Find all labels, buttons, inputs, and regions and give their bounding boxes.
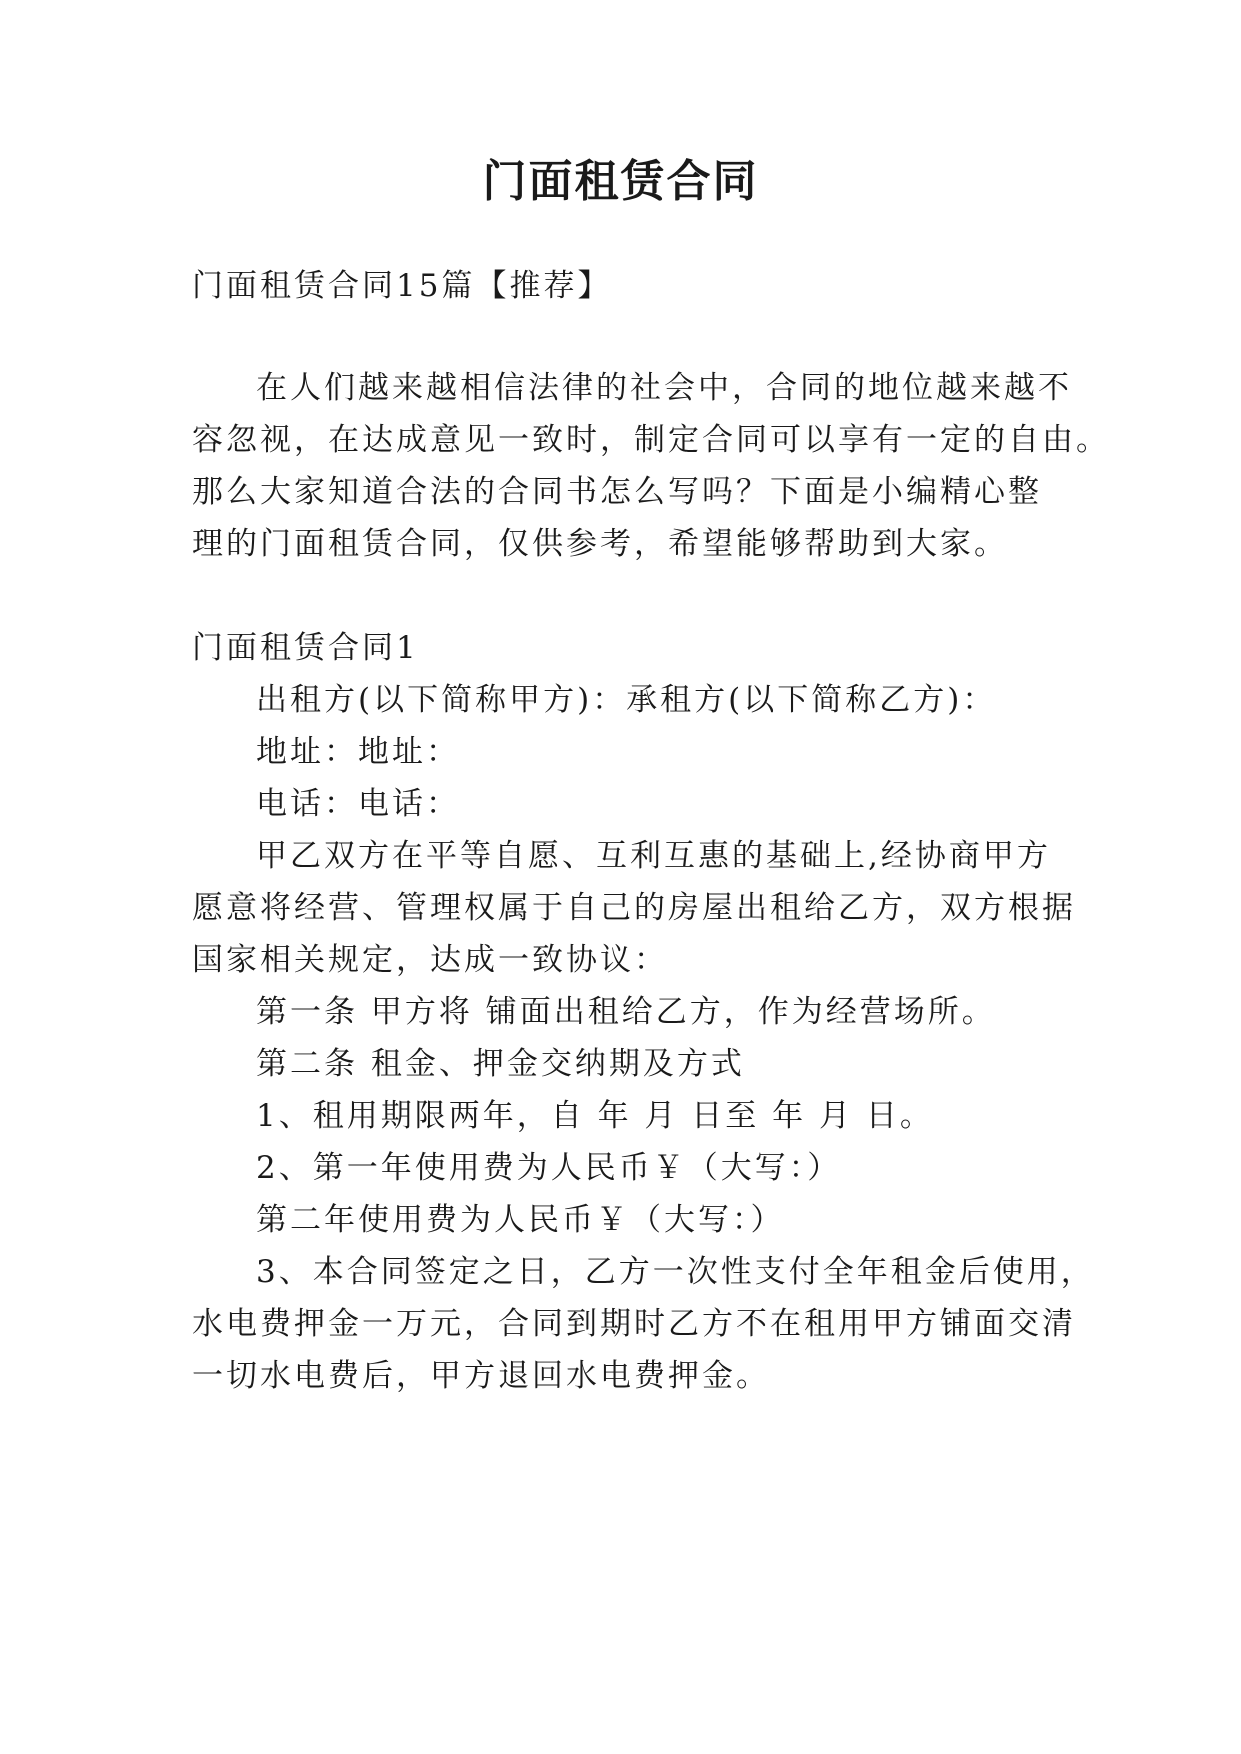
body-line: 3、本合同签定之日，乙方一次性支付全年租金后使用，	[256, 1254, 1095, 1290]
body-line: 甲乙双方在平等自愿、互利互惠的基础上,经协商甲方	[256, 838, 1051, 874]
body-line: 电话：电话：	[256, 786, 460, 822]
body-line: 国家相关规定，达成一致协议：	[192, 942, 668, 978]
body-line: 愿意将经营、管理权属于自己的房屋出租给乙方，双方根据	[192, 890, 1076, 926]
intro-line: 理的门面租赁合同，仅供参考，希望能够帮助到大家。	[192, 526, 1008, 562]
intro-line: 那么大家知道合法的合同书怎么写吗？下面是小编精心整	[192, 474, 1042, 510]
section-heading: 门面租赁合同1	[192, 630, 419, 666]
body-line: 水电费押金一万元，合同到期时乙方不在租用甲方铺面交清	[192, 1306, 1076, 1342]
document-title: 门面租赁合同	[482, 156, 759, 207]
body-line: 第二条 租金、押金交纳期及方式	[256, 1046, 745, 1082]
body-line: 第二年使用费为人民币￥（大写：）	[256, 1202, 785, 1238]
body-line: 第一条 甲方将 铺面出租给乙方，作为经营场所。	[256, 994, 996, 1030]
body-line: 地址：地址：	[256, 734, 460, 770]
body-line: 一切水电费后，甲方退回水电费押金。	[192, 1358, 770, 1394]
body-line: 1、租用期限两年，自 年 月 日至 年 月 日。	[256, 1098, 934, 1134]
body-line: 2、第一年使用费为人民币￥（大写：）	[256, 1150, 842, 1186]
intro-line: 容忽视，在达成意见一致时，制定合同可以享有一定的自由。	[192, 422, 1110, 458]
intro-line: 在人们越来越相信法律的社会中，合同的地位越来越不	[256, 370, 1072, 406]
body-line: 出租方(以下简称甲方)：承租方(以下简称乙方)：	[256, 682, 997, 718]
document-subtitle: 门面租赁合同15篇【推荐】	[192, 268, 612, 304]
